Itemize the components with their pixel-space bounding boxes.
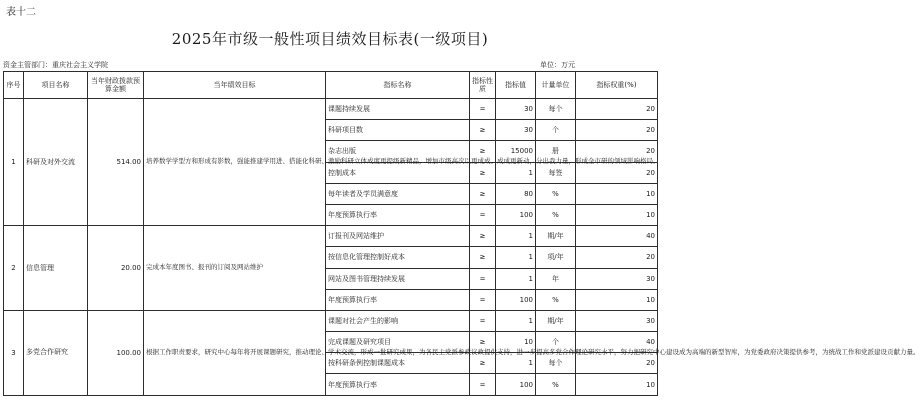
indicator-unit: % (536, 204, 576, 225)
indicator-weight: 40 (576, 332, 658, 353)
indicator-name: 按科研条例控制课题成本 (326, 353, 470, 374)
indicator-op: = (470, 204, 496, 225)
indicator-weight: 10 (576, 289, 658, 310)
dept-label: 资金主管部门：重庆社会主义学院 (3, 61, 108, 69)
indicator-value: 15000 (496, 141, 536, 162)
indicator-name: 按信息化管理控制好成本 (326, 247, 470, 268)
project-goal: 培养数学学型方和形成有影数，强能推建学用进、搭能化科研、激励科研立体成度更提级新精品，增加市级高次以更成成、成成更新动，分出我力量，形成全市研的领域影响格局。 (144, 99, 326, 226)
indicator-weight: 40 (576, 226, 658, 247)
indicator-weight: 20 (576, 162, 658, 183)
indicator-weight: 10 (576, 183, 658, 204)
header-unit: 计量单位 (536, 72, 576, 99)
project-seq: 3 (4, 310, 24, 395)
indicator-unit: 每签 (536, 162, 576, 183)
indicator-op: = (470, 289, 496, 310)
project-name: 信息管理 (24, 226, 88, 311)
indicator-op: = (470, 374, 496, 395)
indicator-unit: % (536, 289, 576, 310)
table-row (4, 310, 658, 331)
project-amount: 20.00 (88, 226, 144, 311)
unit-label: 单位：万元 (540, 61, 575, 69)
indicator-value: 1 (496, 310, 536, 331)
indicator-value: 30 (496, 99, 536, 120)
indicator-weight: 20 (576, 247, 658, 268)
header-indicator-nature: 指标性质 (470, 72, 496, 99)
header-seq: 序号 (4, 72, 24, 99)
indicator-name: 每年读者及学员满意度 (326, 183, 470, 204)
indicator-unit: 个 (536, 332, 576, 353)
indicator-op: ≥ (470, 183, 496, 204)
indicator-value: 100 (496, 374, 536, 395)
project-seq: 1 (4, 99, 24, 226)
indicator-weight: 30 (576, 268, 658, 289)
indicator-op: ≥ (470, 353, 496, 374)
table-header-row (4, 72, 658, 99)
project-seq: 2 (4, 226, 24, 311)
indicator-op: ≥ (470, 332, 496, 353)
indicator-weight: 10 (576, 204, 658, 225)
indicator-unit: 每个 (536, 353, 576, 374)
indicator-op: ≥ (470, 162, 496, 183)
indicator-value: 1 (496, 268, 536, 289)
indicator-name: 年度预算执行率 (326, 374, 470, 395)
indicator-value: 100 (496, 204, 536, 225)
indicator-op: = (470, 99, 496, 120)
indicator-unit: % (536, 183, 576, 204)
indicator-value: 1 (496, 162, 536, 183)
page-title: 2025年市级一般性项目绩效目标表(一级项目) (171, 30, 489, 48)
indicator-value: 1 (496, 353, 536, 374)
indicator-name: 科研项目数 (326, 120, 470, 141)
indicator-op: = (470, 268, 496, 289)
indicator-weight: 20 (576, 141, 658, 162)
project-amount: 514.00 (88, 99, 144, 226)
indicator-unit: 个 (536, 120, 576, 141)
indicator-name: 年度预算执行率 (326, 204, 470, 225)
header-project-name: 项目名称 (24, 72, 88, 99)
indicator-unit: % (536, 374, 576, 395)
indicator-unit: 期/年 (536, 226, 576, 247)
header-weight: 指标权重(%) (576, 72, 658, 99)
indicator-name: 网站及图书管理持续发展 (326, 268, 470, 289)
indicator-value: 80 (496, 183, 536, 204)
header-indicator-value: 指标值 (496, 72, 536, 99)
project-goal: 完成本年度图书、报刊的订阅及网站维护 (144, 226, 326, 311)
header-indicator-name: 指标名称 (326, 72, 470, 99)
header-goal: 当年绩效目标 (144, 72, 326, 99)
page-label: 表十二 (6, 7, 36, 18)
performance-table (3, 71, 920, 396)
indicator-unit: 册 (536, 141, 576, 162)
table-row (4, 99, 658, 120)
indicator-name: 控制成本 (326, 162, 470, 183)
indicator-op: ≥ (470, 120, 496, 141)
table-row (4, 226, 658, 247)
indicator-name: 完成课题及研究项目 (326, 332, 470, 353)
indicator-op: ≥ (470, 247, 496, 268)
indicator-value: 1 (496, 247, 536, 268)
indicator-name: 年度预算执行率 (326, 289, 470, 310)
indicator-unit: 每个 (536, 99, 576, 120)
indicator-name: 订报刊及网站维护 (326, 226, 470, 247)
indicator-weight: 20 (576, 99, 658, 120)
project-name: 多党合作研究 (24, 310, 88, 395)
indicator-weight: 10 (576, 374, 658, 395)
indicator-value: 30 (496, 120, 536, 141)
indicator-op: = (470, 310, 496, 331)
indicator-unit: 项/年 (536, 247, 576, 268)
indicator-op: ≥ (470, 141, 496, 162)
indicator-name: 课题对社会产生的影响 (326, 310, 470, 331)
indicator-unit: 年 (536, 268, 576, 289)
indicator-op: ≥ (470, 226, 496, 247)
indicator-weight: 20 (576, 120, 658, 141)
indicator-name: 课题持续发展 (326, 99, 470, 120)
indicator-weight: 30 (576, 310, 658, 331)
header-amount: 当年财政拨款预算金额 (88, 72, 144, 99)
indicator-weight: 20 (576, 353, 658, 374)
indicator-value: 100 (496, 289, 536, 310)
project-goal: 根据工作职责要求，研究中心每年将开展课题研究，推动理论、学术交流，形成一批研究成果，为各民主党派参政议政提供支持，进一步提高多党合作理论研究水平，努力把研究中心建设成为高端的新型智库，为党委政府决策提供参考，为统战工作和党派建设贡献力量。 (144, 310, 326, 395)
indicator-unit: 期/年 (536, 310, 576, 331)
project-name: 科研及对外交流 (24, 99, 88, 226)
indicator-name: 杂志出版 (326, 141, 470, 162)
project-amount: 100.00 (88, 310, 144, 395)
indicator-value: 1 (496, 226, 536, 247)
indicator-value: 10 (496, 332, 536, 353)
